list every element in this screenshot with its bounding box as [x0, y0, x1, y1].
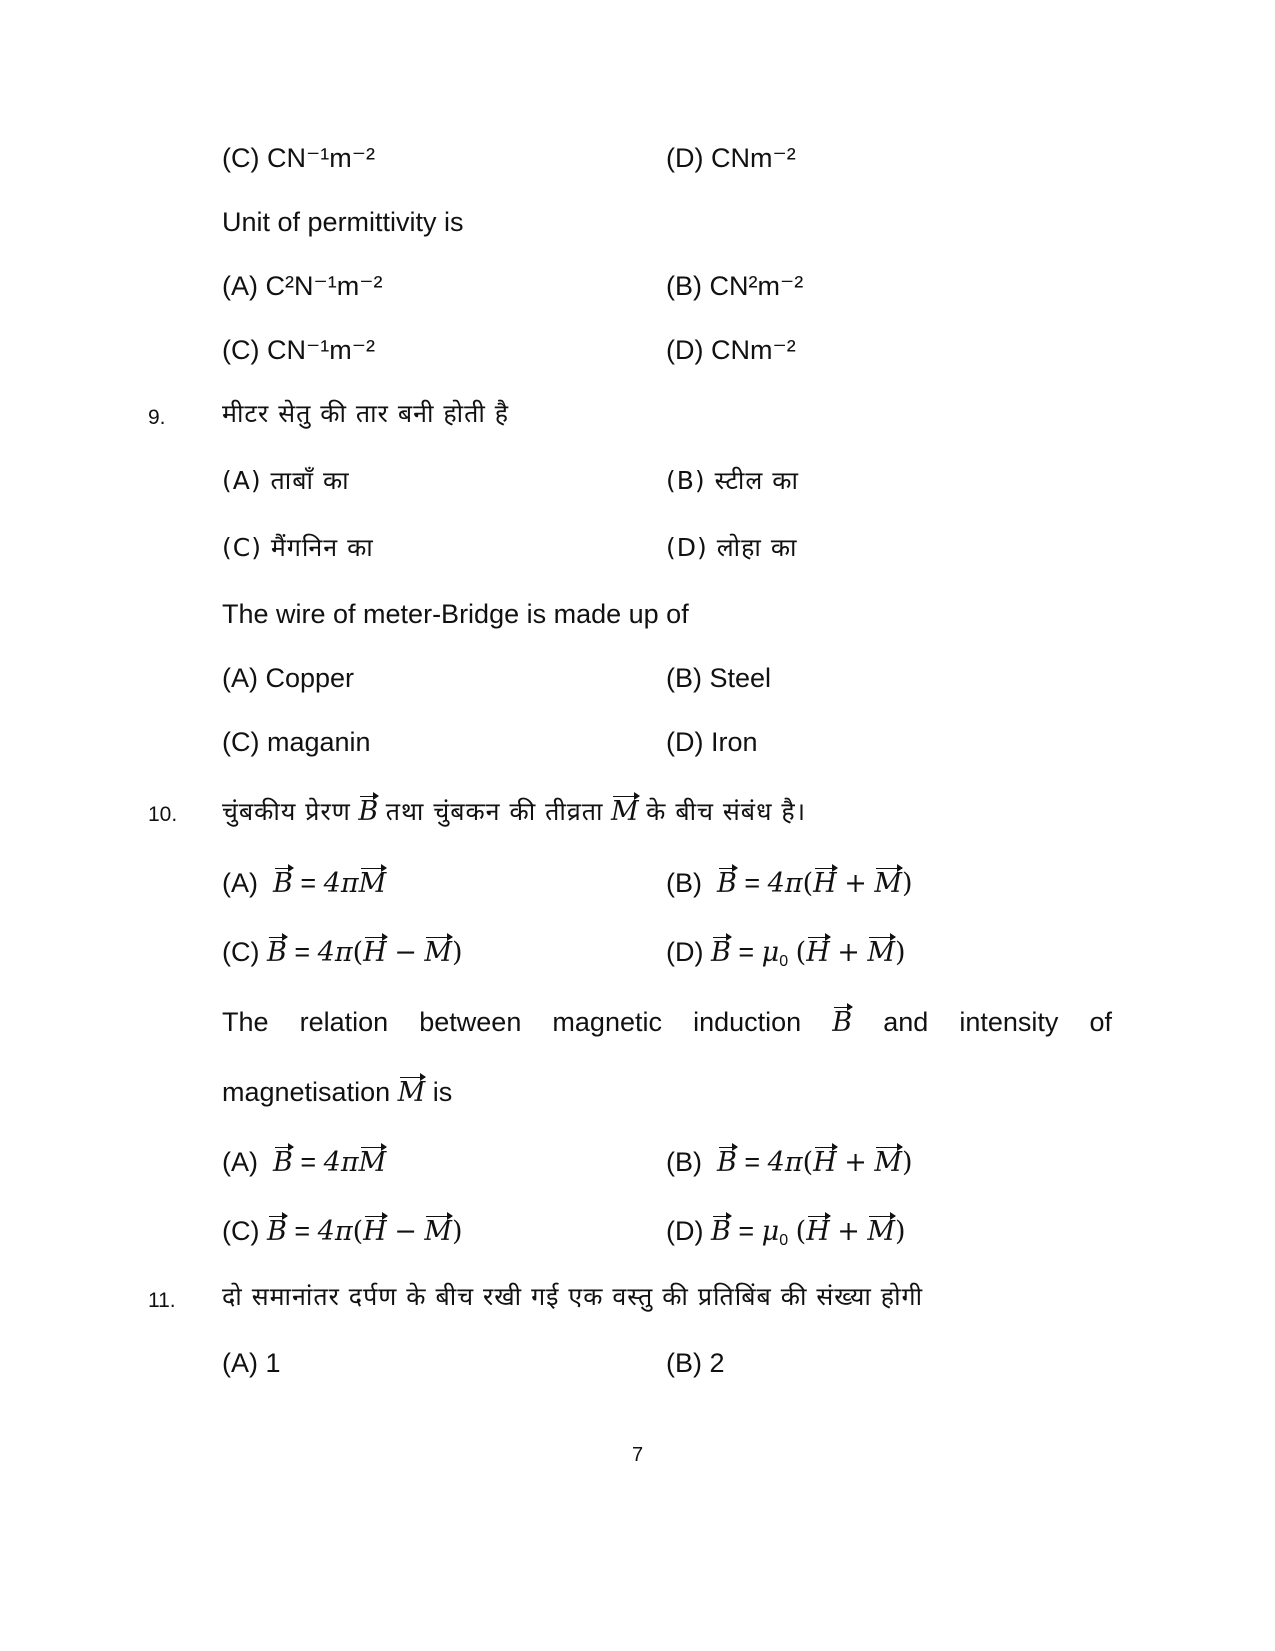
- question-number: 9.: [148, 406, 166, 429]
- option-d: (D) CNm⁻²: [666, 335, 796, 365]
- question-11-hindi: दो समानांतर दर्पण के बीच रखी गई एक वस्तु की प्रतिबिंब की संख्या होगी: [222, 1282, 924, 1311]
- option-a-formula: (A) B = 4πM: [222, 868, 387, 899]
- page-number: 7: [631, 1444, 644, 1466]
- option-c: (C) CN⁻¹m⁻²: [222, 335, 375, 365]
- question-number: 11.: [148, 1289, 176, 1312]
- option-b: (B) CN²m⁻²: [666, 271, 804, 301]
- option-d: (D) Iron: [666, 727, 758, 757]
- option-d-top: (D) CNm⁻²: [666, 143, 796, 173]
- unit-text: CN⁻¹m⁻²: [267, 143, 375, 173]
- option-c-hindi: (C) मैंगनिन का: [222, 533, 374, 562]
- question-8-english: Unit of permittivity is: [222, 207, 464, 237]
- option-b: (B) 2: [666, 1348, 725, 1378]
- question-10-hindi: चुंबकीय प्रेरण B तथा चुंबकन की तीव्रता M के बीच संबंध है।: [222, 796, 807, 827]
- option-a-hindi: (A) ताबाँ का: [222, 466, 350, 495]
- question-10-english: The relation between magnetic induction B and intensity of: [222, 1007, 1112, 1038]
- vector-m: M: [611, 796, 639, 827]
- option-a: (A) Copper: [222, 663, 355, 693]
- option-d-formula: (D) $B = \mu_0$ (H + M): [666, 1216, 906, 1249]
- option-d-formula: (D) $B = \mu_0$ (H + M): [666, 937, 906, 970]
- option-c-top: (C) CN⁻¹m⁻²: [222, 143, 375, 173]
- vector-b: B: [358, 796, 379, 827]
- unit-text: CNm⁻²: [711, 335, 796, 365]
- unit-text: CNm⁻²: [711, 143, 796, 173]
- option-d-hindi: (D) लोहा का: [666, 533, 798, 562]
- question-9-english: The wire of meter-Bridge is made up of: [222, 599, 689, 629]
- question-9-hindi: मीटर सेतु की तार बनी होती है: [222, 399, 510, 428]
- option-b-formula: (B) B = 4π(H + M): [666, 1147, 913, 1178]
- unit-text: C²N⁻¹m⁻²: [265, 271, 383, 301]
- question-10-english-line2: magnetisation M is: [222, 1077, 453, 1108]
- option-b: (B) Steel: [666, 663, 772, 693]
- question-number: 10.: [148, 803, 178, 826]
- option-a: (A) 1: [222, 1348, 281, 1378]
- option-a-formula: (A) B = 4πM: [222, 1147, 387, 1178]
- vector-b: B: [832, 1007, 853, 1038]
- option-c-formula: (C) B = 4π(H − M): [222, 937, 463, 968]
- option-b-formula: (B) B = 4π(H + M): [666, 868, 913, 899]
- unit-text: CN²m⁻²: [709, 271, 804, 301]
- option-c-formula: (C) B = 4π(H − M): [222, 1216, 463, 1247]
- option-a: (A) C²N⁻¹m⁻²: [222, 271, 383, 301]
- unit-text: CN⁻¹m⁻²: [267, 335, 375, 365]
- vector-m: M: [397, 1077, 426, 1108]
- option-c: (C) maganin: [222, 727, 371, 757]
- option-b-hindi: (B) स्टील का: [666, 466, 799, 495]
